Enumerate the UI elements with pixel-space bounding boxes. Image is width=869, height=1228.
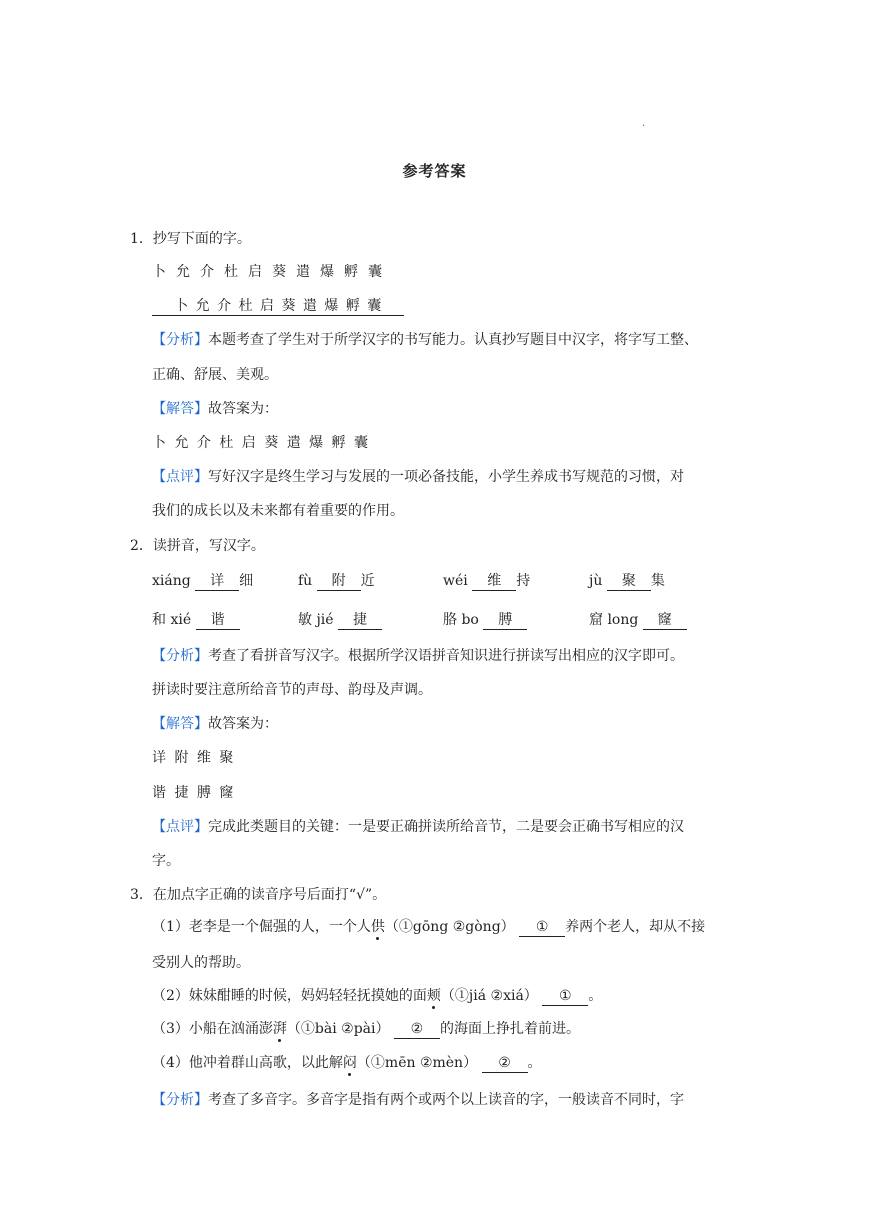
q1-comment-cont: 我们的成长以及未来都有着重要的作用。 — [152, 503, 404, 519]
q1-char: 囊 — [368, 264, 382, 280]
dotted-char: 闷 — [342, 1055, 357, 1071]
answer-blank: ① — [542, 987, 588, 1006]
answer-blank: 聚 — [607, 572, 651, 591]
pinyin: wéi — [443, 573, 468, 589]
answer-tag: 【解答】 — [152, 716, 208, 732]
answer-blank: ② — [482, 1054, 528, 1073]
sentence-text: （1）老李是一个倔强的人，一个人 — [152, 919, 371, 935]
q1-char: 葵 — [272, 264, 286, 280]
q3-sentence-4 — [152, 1053, 542, 1073]
q1-char: 遣 — [296, 264, 310, 280]
word-char: 持 — [516, 573, 531, 589]
q1-char: 允 — [176, 264, 190, 280]
pinyin: jù — [589, 573, 603, 589]
dotted-char: 供 — [370, 919, 385, 935]
answer-blank: 附 — [317, 572, 361, 591]
pinyin: 敏 jié — [298, 612, 334, 628]
word-char: 近 — [360, 573, 375, 589]
sentence-text: 养两个老人，却从不接 — [565, 919, 706, 935]
q1-answer-lead: 故答案为： — [208, 401, 278, 417]
q2-stem: 2．读拼音，写汉字。 — [130, 538, 265, 554]
q2-item — [152, 571, 253, 591]
q1-char: 孵 — [344, 264, 358, 280]
q2-item — [298, 571, 375, 591]
q1-comment-text: 写好汉字是终生学习与发展的一项必备技能，小学生养成书写规范的习惯，对 — [208, 469, 684, 485]
q1-copy: 卜 允 介 杜 启 葵 遣 爆 孵 囊 — [152, 297, 404, 316]
q2-answer-lead: 故答案为： — [208, 716, 278, 732]
q2-analysis-cont: 拼读时要注意所给音节的声母、韵母及声调。 — [152, 682, 432, 698]
q1-analysis-cont: 正确、舒展、美观。 — [152, 367, 278, 383]
q2-analysis-text: 考查了看拼音写汉字。根据所学汉语拼音知识进行拼读写出相应的汉字即可。 — [208, 648, 684, 664]
analysis-tag: 【分析】 — [152, 1092, 208, 1108]
answer-blank: 膊 — [483, 611, 527, 630]
sentence-text: （3）小船在汹涌澎 — [152, 1021, 273, 1037]
q2-analysis — [152, 646, 684, 666]
q2-comment-cont: 字。 — [152, 853, 180, 869]
dotted-char: 湃 — [272, 1021, 287, 1037]
answer-blank: 窿 — [643, 611, 687, 630]
sentence-text: （4）他冲着群山高歌，以此解 — [152, 1055, 343, 1071]
q1-char: 启 — [248, 264, 262, 280]
q3-sentence-3 — [152, 1019, 580, 1039]
q1-chars — [152, 262, 392, 282]
pinyin-options: （①bài ②pài） — [286, 1021, 390, 1037]
q2-item — [589, 610, 687, 630]
answer-blank: ② — [394, 1020, 440, 1039]
word-char: 细 — [239, 573, 254, 589]
q1-char: 卜 — [152, 264, 166, 280]
q1-char: 爆 — [320, 264, 334, 280]
answer-blank: 谐 — [196, 611, 240, 630]
page-title: 参考答案 — [402, 162, 467, 180]
q1-answer — [152, 399, 278, 419]
answer-blank: 详 — [195, 572, 239, 591]
q1-analysis — [152, 330, 698, 350]
answer-blank: 维 — [472, 572, 516, 591]
q3-analysis-text: 考查了多音字。多音字是指有两个或两个以上读音的字，一般读音不同时，字 — [208, 1092, 684, 1108]
dotted-char: 颊 — [426, 988, 441, 1004]
comment-tag: 【点评】 — [152, 819, 208, 835]
header-dot: . — [642, 118, 646, 129]
q2-item — [443, 571, 530, 591]
analysis-tag: 【分析】 — [152, 332, 208, 348]
pinyin-options: （①mēn ②mèn） — [356, 1055, 478, 1071]
pinyin: fù — [298, 573, 313, 589]
pinyin: xiáng — [152, 573, 191, 589]
answer-blank: 捷 — [338, 611, 382, 630]
q3-stem: 3．在加点字正确的读音序号后面打“√”。 — [130, 887, 387, 903]
q2-item — [152, 610, 240, 630]
answer-tag: 【解答】 — [152, 401, 208, 417]
q1-comment — [152, 467, 684, 487]
q2-item — [589, 571, 665, 591]
q3-analysis — [152, 1090, 684, 1110]
q1-char: 介 — [200, 264, 214, 280]
q1-answer-text: 卜 允 介 杜 启 葵 遣 爆 孵 囊 — [152, 435, 369, 451]
q1-char: 杜 — [224, 264, 238, 280]
q3-sentence-1-cont: 受别人的帮助。 — [152, 955, 250, 971]
q1-copy-line — [152, 296, 404, 316]
q3-sentence-1 — [152, 917, 705, 937]
pinyin: 胳 bo — [443, 612, 479, 628]
sentence-text: 的海面上挣扎着前进。 — [439, 1021, 580, 1037]
pinyin-options: （①jiá ②xiá） — [440, 988, 538, 1004]
answer-blank: ① — [519, 918, 565, 937]
q2-answer-row2: 谐 捷 膊 窿 — [152, 785, 234, 801]
sentence-text: 。 — [588, 988, 603, 1004]
sentence-text: （2）妹妹酣睡的时候，妈妈轻轻抚摸她的面 — [152, 988, 427, 1004]
pinyin: 窟 long — [589, 612, 639, 628]
q2-answer — [152, 714, 278, 734]
q1-stem: 1．抄写下面的字。 — [130, 231, 251, 247]
word-char: 集 — [650, 573, 665, 589]
q2-item — [298, 610, 382, 630]
sentence-text: 。 — [527, 1055, 542, 1071]
q2-comment — [152, 817, 684, 837]
q1-analysis-text: 本题考查了学生对于所学汉字的书写能力。认真抄写题目中汉字，将字写工整、 — [208, 332, 698, 348]
analysis-tag: 【分析】 — [152, 648, 208, 664]
comment-tag: 【点评】 — [152, 469, 208, 485]
q2-comment-text: 完成此类题目的关键：一是要正确拼读所给音节，二是要会正确书写相应的汉 — [208, 819, 684, 835]
q3-sentence-2 — [152, 986, 602, 1006]
q2-item — [443, 610, 527, 630]
pinyin-options: （①gōng ②gòng） — [384, 919, 515, 935]
q2-answer-row1: 详 附 维 聚 — [152, 750, 234, 766]
pinyin: 和 xié — [152, 612, 192, 628]
